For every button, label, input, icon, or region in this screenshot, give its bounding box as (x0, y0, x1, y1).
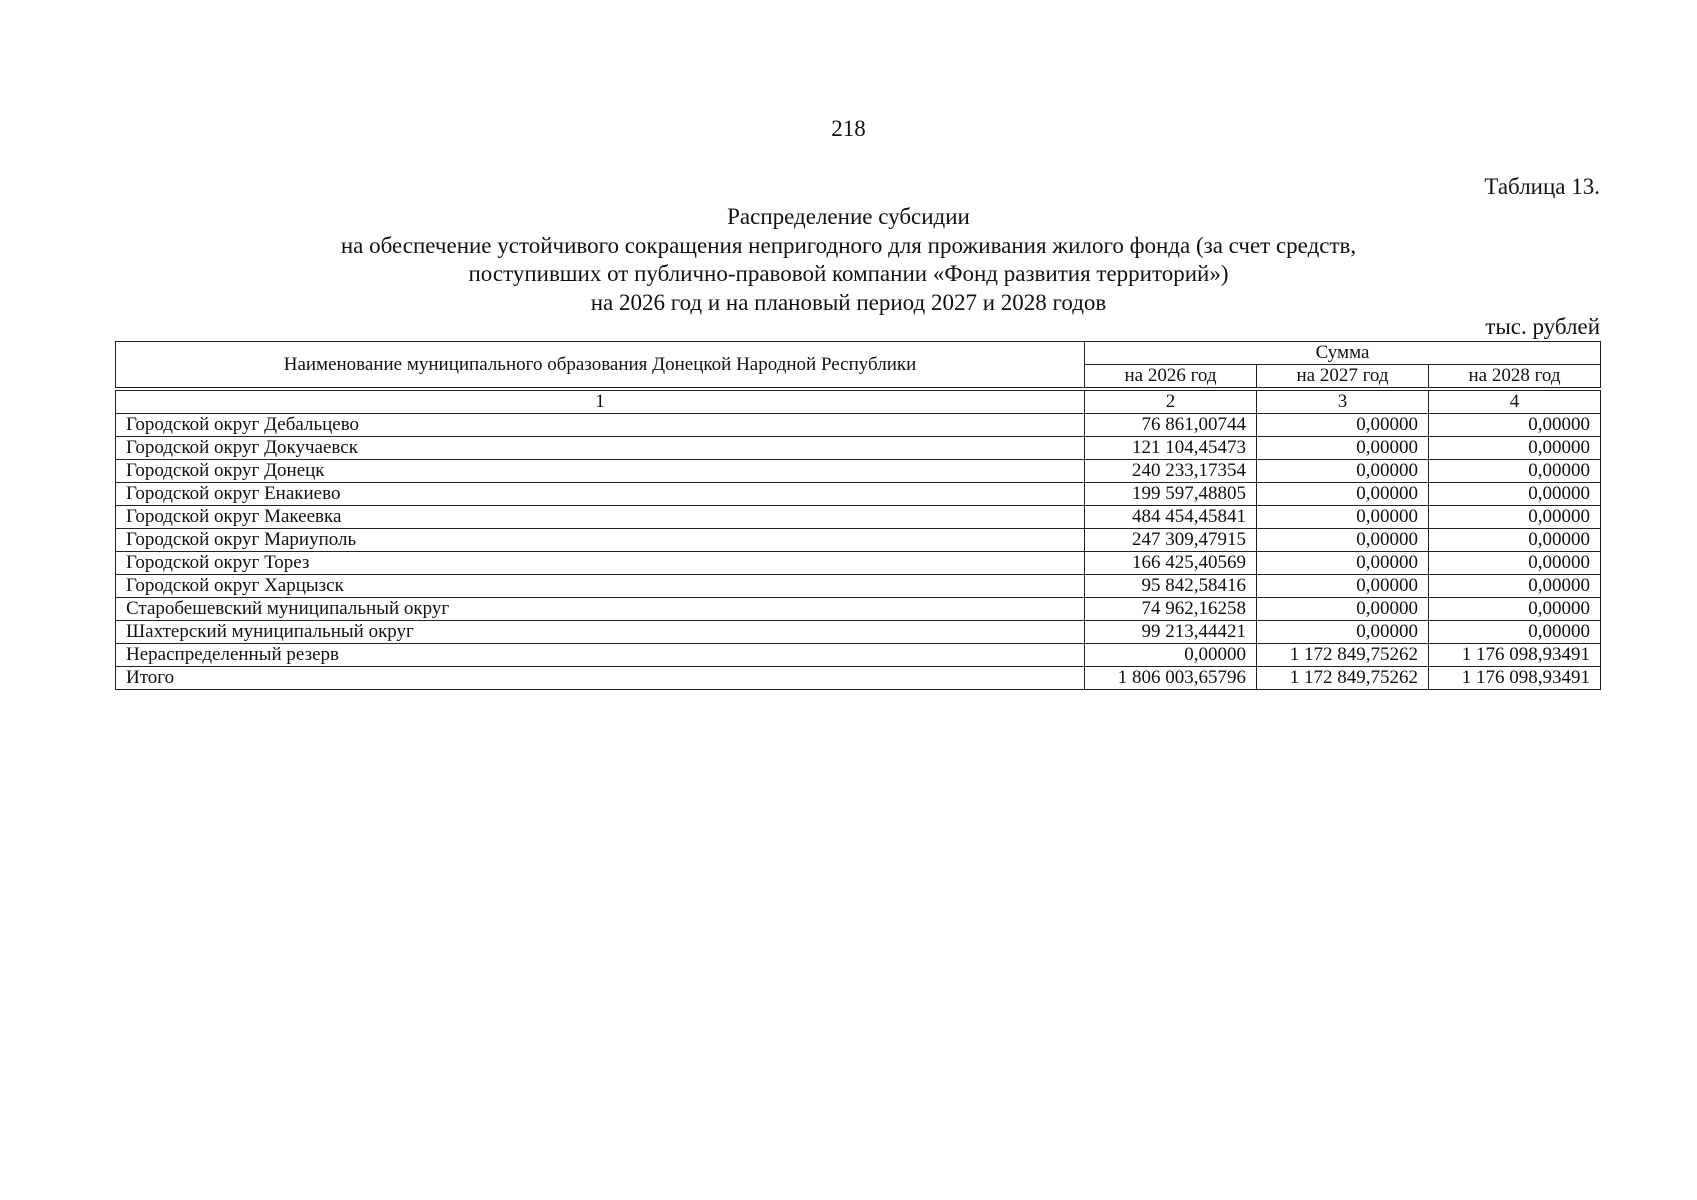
table-row (116, 621, 1601, 644)
title-line: на 2026 год и на плановый период 2027 и 2028 годов (590, 289, 1107, 315)
table-row (116, 598, 1601, 621)
column-number: 4 (1429, 391, 1601, 414)
amount-2027: 0,00000 (1257, 598, 1429, 621)
municipality-name: Городской округ Докучаевск (116, 437, 1085, 460)
table-body (116, 388, 1601, 690)
amount-2027: 0,00000 (1257, 529, 1429, 552)
municipality-name: Старобешевский муниципальный округ (116, 598, 1085, 621)
table-row (116, 644, 1601, 667)
table-label: Таблица 13. (1484, 174, 1600, 199)
amount-2028: 1 176 098,93491 (1429, 644, 1601, 667)
municipality-name: Городской округ Макеевка (116, 506, 1085, 529)
amount-2028: 0,00000 (1429, 552, 1601, 575)
amount-2027: 1 172 849,75262 (1257, 667, 1429, 690)
amount-2027: 0,00000 (1257, 552, 1429, 575)
amount-2026: 199 597,48805 (1085, 483, 1257, 506)
amount-2026: 166 425,40569 (1085, 552, 1257, 575)
municipality-name: Городской округ Енакиево (116, 483, 1085, 506)
amount-2026: 0,00000 (1085, 644, 1257, 667)
column-number: 1 (116, 391, 1085, 414)
title-line: поступивших от публично-правовой компании «Фонд развития территорий») (468, 261, 1229, 286)
amount-2028: 0,00000 (1429, 621, 1601, 644)
amount-2027: 1 172 849,75262 (1257, 644, 1429, 667)
amount-2027: 0,00000 (1257, 483, 1429, 506)
amount-2026: 99 213,44421 (1085, 621, 1257, 644)
municipality-name: Городской округ Мариуполь (116, 529, 1085, 552)
amount-2027: 0,00000 (1257, 414, 1429, 437)
amount-2027: 0,00000 (1257, 437, 1429, 460)
column-number: 3 (1257, 391, 1429, 414)
header-municipality-name: Наименование муниципального образования Донецкой Народной Республики (116, 342, 1085, 388)
amount-2028: 0,00000 (1429, 598, 1601, 621)
amount-2028: 1 176 098,93491 (1429, 667, 1601, 690)
table-row (116, 437, 1601, 460)
amount-2027: 0,00000 (1257, 460, 1429, 483)
amount-2028: 0,00000 (1429, 437, 1601, 460)
amount-2026: 484 454,45841 (1085, 506, 1257, 529)
municipality-name: Городской округ Торез (116, 552, 1085, 575)
title-line: на обеспечение устойчивого сокращения непригодного для проживания жилого фонда (за счет средств, (340, 232, 1357, 258)
amount-2027: 0,00000 (1257, 575, 1429, 598)
amount-2026: 240 233,17354 (1085, 460, 1257, 483)
municipality-name: Городской округ Донецк (116, 460, 1085, 483)
header-year-2027: на 2027 год (1257, 365, 1429, 388)
municipality-name: Шахтерский муниципальный округ (116, 621, 1085, 644)
column-number: 2 (1085, 391, 1257, 414)
title-line: Распределение субсидии (727, 204, 970, 229)
subsidy-table-container (115, 341, 1600, 690)
amount-2026: 95 842,58416 (1085, 575, 1257, 598)
table-row (116, 575, 1601, 598)
table-row (116, 506, 1601, 529)
table-row (116, 414, 1601, 437)
amount-2026: 121 104,45473 (1085, 437, 1257, 460)
amount-2026: 76 861,00744 (1085, 414, 1257, 437)
amount-2026: 247 309,47915 (1085, 529, 1257, 552)
header-sum: Сумма (1085, 342, 1601, 365)
units-label: тыс. рублей (1485, 314, 1600, 339)
table-row (116, 460, 1601, 483)
amount-2028: 0,00000 (1429, 575, 1601, 598)
amount-2027: 0,00000 (1257, 621, 1429, 644)
header-year-2028: на 2028 год (1429, 365, 1601, 388)
header-year-2026: на 2026 год (1085, 365, 1257, 388)
table-row (116, 552, 1601, 575)
amount-2027: 0,00000 (1257, 506, 1429, 529)
amount-2026: 74 962,16258 (1085, 598, 1257, 621)
total-row (116, 667, 1601, 690)
municipality-name: Итого (116, 667, 1085, 690)
municipality-name: Городской округ Дебальцево (116, 414, 1085, 437)
amount-2026: 1 806 003,65796 (1085, 667, 1257, 690)
amount-2028: 0,00000 (1429, 460, 1601, 483)
municipality-name: Городской округ Харцызск (116, 575, 1085, 598)
subsidy-table (115, 341, 1601, 690)
amount-2028: 0,00000 (1429, 483, 1601, 506)
table-row (116, 529, 1601, 552)
amount-2028: 0,00000 (1429, 529, 1601, 552)
document-title (0, 203, 1697, 317)
amount-2028: 0,00000 (1429, 414, 1601, 437)
column-number-row (116, 391, 1601, 414)
amount-2028: 0,00000 (1429, 506, 1601, 529)
table-row (116, 483, 1601, 506)
page-number: 218 (831, 116, 866, 141)
municipality-name: Нераспределенный резерв (116, 644, 1085, 667)
